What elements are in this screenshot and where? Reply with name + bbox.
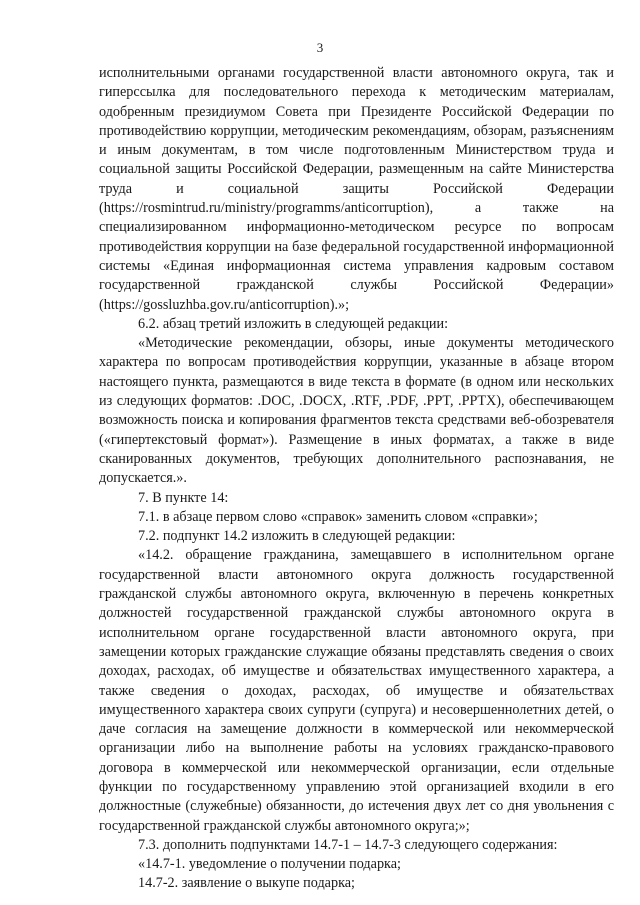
paragraph-2: 6.2. абзац третий изложить в следующей редакции: [138, 315, 449, 332]
document-body [99, 64, 614, 894]
paragraph-3: «Методические рекомендации, обзоры, иные документы методического характера по вопросам противодействия коррупции, указанные в абзаце втором настоящего пункта, размещаются в виде текста в формате (в одном или нескольких из следующих форматов: .DOC, .DOCX, .RTF, .PDF, .PPT, .PPTX), обеспечивающем возможность поиска и копирования фрагментов текста средствами веб-обозревателя («гипертекстовый формат»). Размещение в иных форматах, а также в виде сканированных документов, требующих дополнительного распознавания, не допускается.». [99, 335, 614, 487]
paragraph-4: 7. В пункте 14: [138, 489, 229, 506]
paragraph-10: 14.7-2. заявление о выкупе подарка; [138, 875, 355, 892]
paragraph-7: «14.2. обращение гражданина, замещавшего в исполнительном органе государственной власти автономного округа должность государственной гражданской службы автономного округа, включенную в перечень конкретных должностей государственной гражданской службы автономного округа в исполнительном органе государственной власти автономного округа, при замещении которых гражданские служащие обязаны представлять сведения о своих доходах, расходах, об имуществе и обязательствах имущественного характера, а также сведения о доходах, расходах, об имуществе и обязательствах имущественного характера своих супруги (супруга) и несовершеннолетних детей, о даче согласия на замещение должности в коммерческой или некоммерческой организации либо на выполнение работы на условиях гражданско-правового договора в коммерческой или некоммерческой организации, если отдельные функции по государственному управлению этой организацией входили в его должностные (служебные) обязанности, до истечения двух лет со дня увольнения с государственной гражданской службы автономного округа;»; [99, 547, 614, 834]
paragraph-5: 7.1. в абзаце первом слово «справок» заменить словом «справки»; [138, 508, 538, 525]
page-number: 3 [316, 40, 324, 55]
paragraph-9: «14.7-1. уведомление о получении подарка; [138, 856, 401, 873]
paragraph-1: исполнительными органами государственной власти автономного округа, так и гиперссылка для последовательного перехода к методическим материалам, одобренным президиумом Совета при Президенте Российской Федерации по противодействию коррупции, методическим рекомендациям, обзорам, разъяснениям и иным документам, в том числе подготовленным Министерством труда и социальной защиты Российской Федерации, размещенным на сайте Министерства труда и социальной защиты Российской Федерации (https://rosmintrud.ru/ministry/programms/anticorruption), а также на специализированном информационно-методическом ресурсе по вопросам противодействия коррупции на базе федеральной государственной информационной системы «Единая информационная система управления кадровым составом государственной гражданской службы Российской Федерации» (https://gossluzhba.gov.ru/anticorruption).»; [99, 65, 614, 313]
paragraph-8: 7.3. дополнить подпунктами 14.7-1 – 14.7-3 следующего содержания: [138, 836, 558, 853]
paragraph-6: 7.2. подпункт 14.2 изложить в следующей редакции: [138, 528, 456, 545]
